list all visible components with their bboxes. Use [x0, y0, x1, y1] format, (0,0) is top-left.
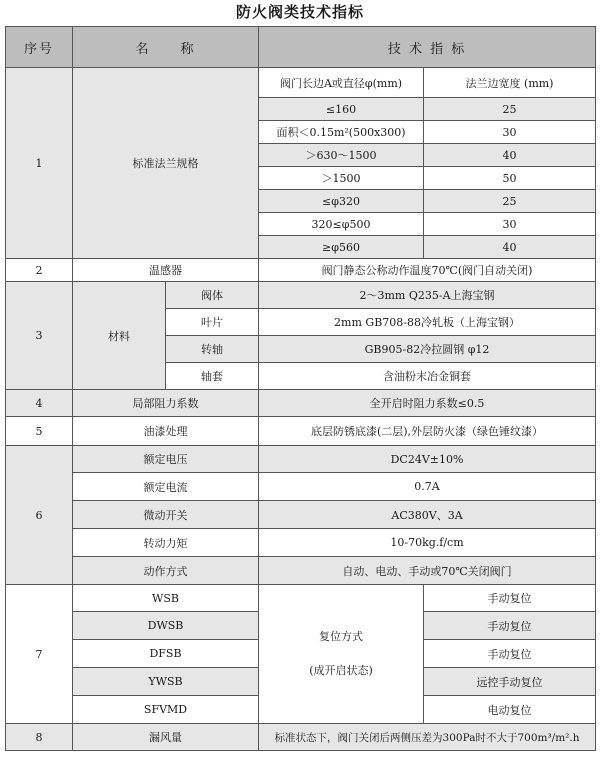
reset-method-line2: (成开启状态)	[309, 664, 373, 677]
table-row	[6, 724, 596, 751]
sub-label: 转动力矩	[73, 529, 259, 557]
row-seq: 4	[6, 390, 73, 417]
row-seq: 3	[6, 282, 73, 390]
cell-a: ＞1500	[259, 167, 424, 190]
model-cell: SFVMD	[73, 696, 259, 724]
table-row	[6, 446, 596, 473]
reset-value: 远控手动复位	[424, 668, 596, 696]
cell-b: 30	[424, 213, 596, 236]
header-spec: 技 术 指 标	[259, 27, 596, 68]
row-value: 全开启时阻力系数≤0.5	[259, 390, 596, 417]
sub-value: DC24V±10%	[259, 446, 596, 473]
row-value: 底层防锈底漆(二层),外层防火漆（绿色锤纹漆）	[259, 417, 596, 446]
model-cell: DWSB	[73, 612, 259, 640]
model-cell: DFSB	[73, 640, 259, 668]
cell-b: 30	[424, 121, 596, 144]
table-row	[6, 282, 596, 309]
spec-table	[5, 26, 596, 751]
table-row	[6, 557, 596, 585]
sub-value: 10-70kg.f/cm	[259, 529, 596, 557]
sub-value: AC380V、3A	[259, 501, 596, 529]
page-title: 防火阀类技术指标	[235, 3, 364, 21]
table-row	[6, 68, 596, 98]
table-row	[6, 417, 596, 446]
col-header-b: 法兰边宽度 (mm)	[424, 68, 596, 98]
row-seq: 8	[6, 724, 73, 751]
reset-method-cell	[259, 585, 424, 724]
reset-value: 手动复位	[424, 640, 596, 668]
header-name: 名 称	[73, 27, 259, 68]
row-seq: 1	[6, 68, 73, 259]
cell-a: ≤160	[259, 98, 424, 121]
sub-label: 微动开关	[73, 501, 259, 529]
cell-b: 25	[424, 98, 596, 121]
sub-value: 2～3mm Q235-A上海宝钢	[259, 282, 596, 309]
row-seq: 2	[6, 259, 73, 282]
cell-a: 面积＜0.15m²(500x300)	[259, 121, 424, 144]
row-name: 漏风量	[73, 724, 259, 751]
model-cell: WSB	[73, 585, 259, 612]
table-row	[6, 259, 596, 282]
row-seq: 7	[6, 585, 73, 724]
reset-method-line1: 复位方式	[319, 630, 364, 643]
sub-label: 动作方式	[73, 557, 259, 585]
row-name: 标准法兰规格	[73, 68, 259, 259]
row-name: 温感器	[73, 259, 259, 282]
cell-b: 50	[424, 167, 596, 190]
cell-b: 40	[424, 236, 596, 259]
sub-value: 自动、电动、手动或70℃关闭阀门	[259, 557, 596, 585]
cell-b: 25	[424, 190, 596, 213]
sub-label: 叶片	[166, 309, 259, 336]
sub-label: 阀体	[166, 282, 259, 309]
table-row	[6, 473, 596, 501]
table-row	[6, 529, 596, 557]
sub-value: GB905-82冷拉圆钢 φ12	[259, 336, 596, 363]
row-name: 局部阻力系数	[73, 390, 259, 417]
cell-a: ≥φ560	[259, 236, 424, 259]
table-row	[6, 585, 596, 612]
sub-label: 转轴	[166, 336, 259, 363]
cell-b: 40	[424, 144, 596, 167]
reset-value: 电动复位	[424, 696, 596, 724]
sub-value: 0.7A	[259, 473, 596, 501]
row-seq: 5	[6, 417, 73, 446]
row-name: 材料	[73, 282, 166, 390]
table-header-row	[6, 27, 596, 68]
sub-label: 轴套	[166, 363, 259, 390]
sub-value: 2mm GB708-88冷轧板（上海宝钢）	[259, 309, 596, 336]
sub-value: 含油粉末冶金铜套	[259, 363, 596, 390]
cell-a: ＞630～1500	[259, 144, 424, 167]
sub-label: 额定电压	[73, 446, 259, 473]
row-value: 标准状态下，阀门关闭后两侧压差为300Pa时不大于700m³/m².h	[259, 724, 596, 751]
row-value: 阀门静态公称动作温度70℃(阀门自动关闭)	[259, 259, 596, 282]
header-seq: 序号	[6, 27, 73, 68]
reset-value: 手动复位	[424, 612, 596, 640]
col-header-a: 阀门长边A或直径φ(mm)	[259, 68, 424, 98]
table-row	[6, 501, 596, 529]
reset-value: 手动复位	[424, 585, 596, 612]
cell-a: ≤φ320	[259, 190, 424, 213]
sub-label: 额定电流	[73, 473, 259, 501]
row-seq: 6	[6, 446, 73, 585]
model-cell: YWSB	[73, 668, 259, 696]
row-name: 油漆处理	[73, 417, 259, 446]
table-row	[6, 390, 596, 417]
cell-a: 320≤φ500	[259, 213, 424, 236]
